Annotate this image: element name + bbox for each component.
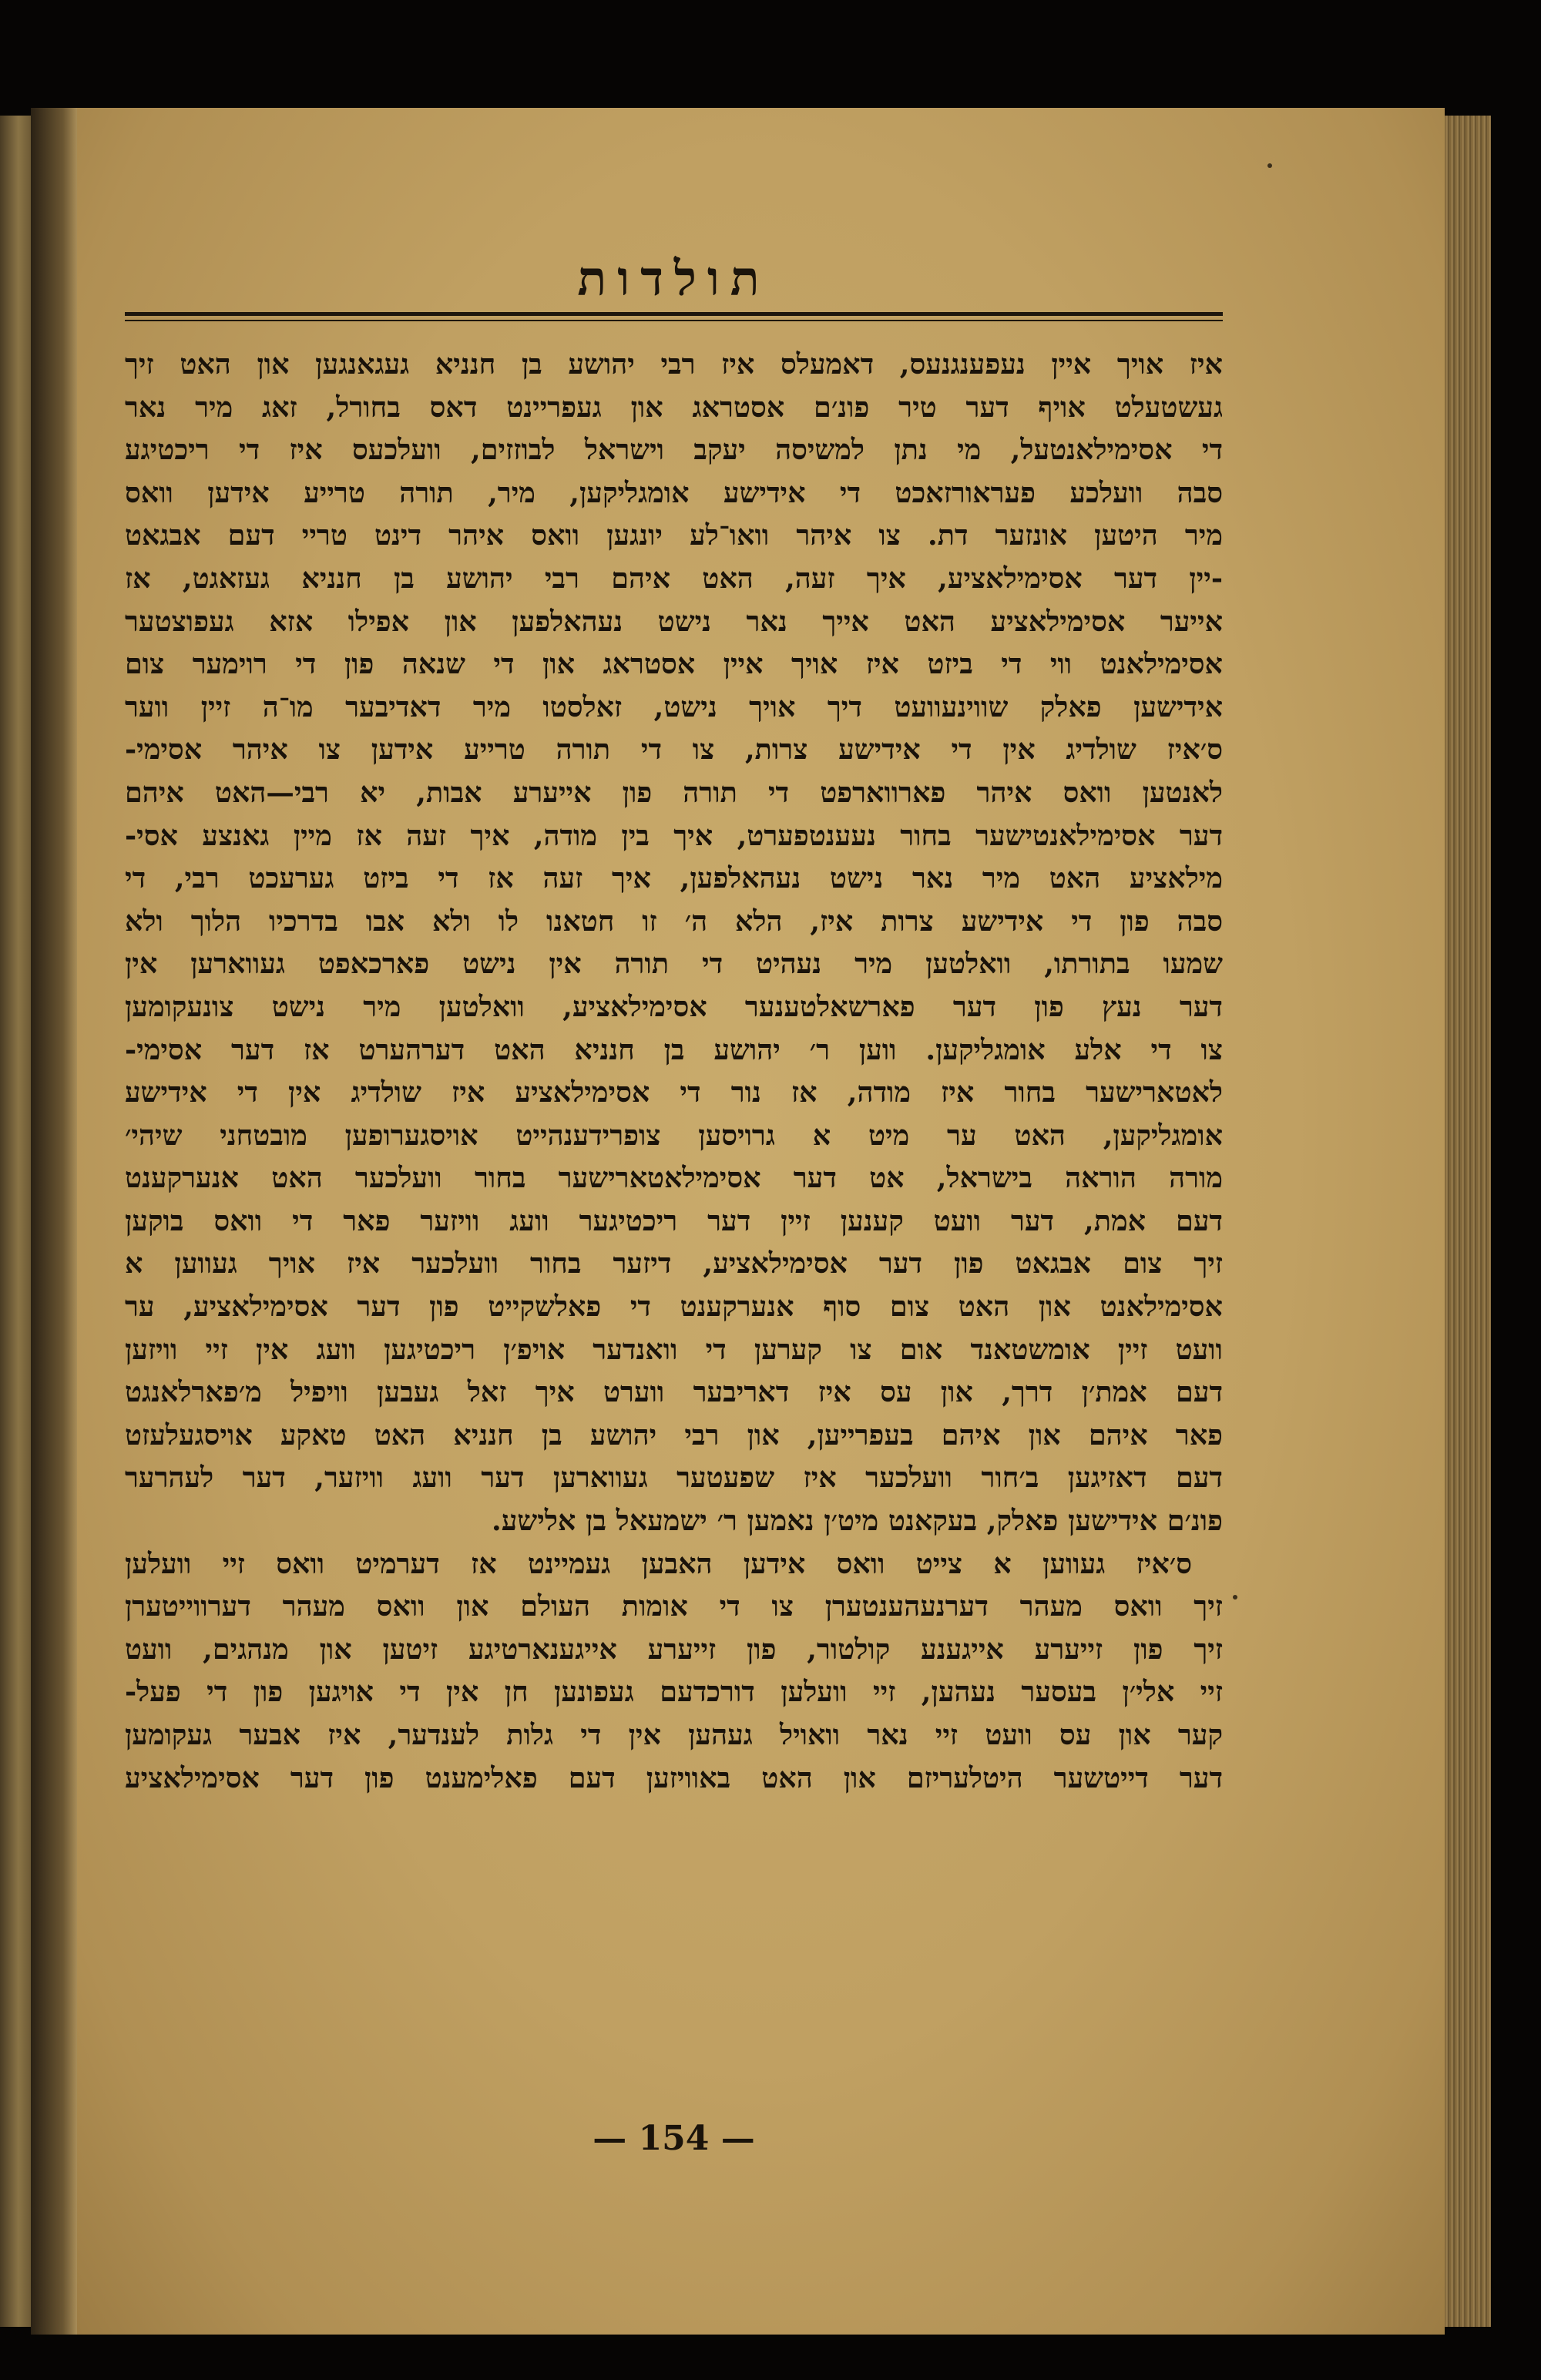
- text-line: לאטארישער בחור איז מודה, אז נור די אסימילאציע איז שולדיג אין די אידישע: [125, 1076, 1223, 1109]
- body-text: [125, 343, 1223, 1799]
- running-head: תולדות: [577, 250, 770, 307]
- text-line: קער און עס וועט זיי נאר וואויל געהען אין די גלות לענדער, איז אבער געקומען: [125, 1718, 1223, 1751]
- book-page: [77, 108, 1445, 2335]
- text-line: זיי אלי׳ן בעסער נעהען, זיי וועלען דורכדעם געפונען חן אין די אויגען פון די פעל-: [125, 1675, 1223, 1709]
- text-line: מיר היטען אונזער דת. צו איהר וואו־לע יונגען וואס איהר דינט טריי דעם אבגאט: [125, 519, 1223, 552]
- text-line: פאר איהם און איהם בעפרייען, און רבי יהושע בן חנניא האט טאקע אויסגעלעזט: [125, 1418, 1223, 1452]
- text-line: זיך וואס מעהר דערנעהענטערן צו די אומות העולם און וואס מעהר דערווייטערן: [125, 1589, 1223, 1623]
- text-line: איז אויך איין נעפענגנעס, דאמעלס איז רבי יהושע בן חנניא געגאנגען און האט זיך: [125, 347, 1223, 381]
- text-line: סבה וועלכע פעראורזאכט די אידישע אומגליקען, מיר, תורה טרייע אידען וואס: [125, 475, 1223, 509]
- header-rule-thin: [125, 320, 1223, 321]
- text-line: די אסימילאנטעל, מי נתן למשיסה יעקב וישראל לבוזזים, וועלכעס איז די ריכטיגע: [125, 433, 1223, 467]
- header-rule-thick: [125, 312, 1223, 316]
- text-line: דעם דאזיגען ב׳חור וועלכער איז שפעטער געווארען דער וועג וויזער, דער לעהרער: [125, 1461, 1223, 1495]
- text-line: אייער אסימילאציע האט אייך נאר נישט נעהאלפען און אפילו אזא געפוצטער: [125, 604, 1223, 638]
- book-gutter: [31, 108, 77, 2335]
- text-line: ס׳איז שולדיג אין די אידישע צרות, צו די תורה טרייע אידען צו איהר אסימי-: [125, 733, 1223, 767]
- text-line: דעם אמת׳ן דרך, און עס איז דאריבער ווערט איך זאל געבען וויפיל מ׳פארלאנגט: [125, 1375, 1223, 1409]
- text-line: סבה פון די אידישע צרות איז, הלא ה׳ זו חטאנו לו ולא אבו בדרכיו הלוך ולא: [125, 904, 1223, 938]
- paper-speck: [1267, 163, 1272, 168]
- text-line: זיך צום אבגאט פון דער אסימילאציע, דיזער בחור וועלכער איז אויך געווען א: [125, 1247, 1223, 1281]
- text-line: -יין דער אסימילאציע, איך זעה, האט איהם רבי יהושע בן חנניא געזאגט, אז: [125, 561, 1223, 595]
- page-header: [125, 250, 1223, 320]
- text-line: פונ׳ם אידישען פאלק, בעקאנט מיט׳ן נאמען ר׳ ישמעאל בן אלישע.: [492, 1504, 1223, 1538]
- text-line: אסימילאנט און האט צום סוף אנערקענט די פאלשקייט פון דער אסימילאציע, ער: [125, 1290, 1223, 1324]
- text-line: וועט זיין אומשטאנד אום צו קערען די וואנדער אויפ׳ן ריכטיגען וועג אין זיי וויזען: [125, 1332, 1223, 1366]
- paper-speck: [1233, 1595, 1237, 1600]
- page-stack-edge: [1445, 116, 1491, 2327]
- text-line: אידישען פאלק שווינעוועט דיך אויך נישט, זאלסטו מיר דאדיבער מו־ה זיין ווער: [125, 690, 1223, 723]
- text-line: זיך פון זייערע אייגענע קולטור, פון זייערע אייגענארטיגע זיטען און מנהגים, וועט: [125, 1632, 1223, 1666]
- text-line: מילאציע האט מיר נאר נישט נעהאלפען, איך זעה אז די ביזט גערעכט רבי, די: [125, 861, 1223, 895]
- text-line: ס׳איז געווען א צייט וואס אידען האבען געמיינט אז דערמיט וואס זיי וועלען: [125, 1546, 1192, 1580]
- text-line: דער דייטשער היטלעריזם און האט באוויזען דעם פאלימענט פון דער אסימילאציע: [125, 1761, 1223, 1794]
- text-line: אסימילאנט ווי די ביזט איז אויך איין אסטראג און די שנאה פון די רוימער צום: [125, 647, 1223, 681]
- page-number: — 154 —: [593, 2119, 755, 2158]
- text-line: דער אסימילאנטישער בחור נעענטפערט, איך בין מודה, איך זעה אז מיין גאנצע אסי-: [125, 818, 1223, 852]
- text-line: דעם אמת, דער וועט קענען זיין דער ריכטיגער וועג וויזער פאר די וואס בוקען: [125, 1203, 1223, 1237]
- text-line: דער נעץ פון דער פארשאלטענער אסימילאציע, וואלטען מיר נישט צונעקומען: [125, 989, 1223, 1023]
- text-line: געשטעלט אויף דער טיר פונ׳ם אסטראג און געפריינט דאס בחורל, זאג מיר נאר: [125, 390, 1223, 424]
- text-line: לאנטען וואס איהר פארווארפט די תורה פון אייערע אבות, יא רבי—האט איהם: [125, 775, 1223, 809]
- text-line: צו די אלע אומגליקען. ווען ר׳ יהושע בן חנניא האט דערהערט אז דער אסימי-: [125, 1032, 1223, 1066]
- left-page-edge: [0, 116, 31, 2327]
- text-line: אומגליקען, האט ער מיט א גרויסען צופרידענהייט אויסגערופען מובטחני שיהי׳: [125, 1118, 1223, 1152]
- text-line: מורה הוראה בישראל, אט דער אסימילאטארישער בחור וועלכער האט אנערקענט: [125, 1161, 1223, 1195]
- text-line: שמעו בתורתו, וואלטען מיר נעהיט די תורה אין נישט פארכאפט געווארען אין: [125, 947, 1223, 981]
